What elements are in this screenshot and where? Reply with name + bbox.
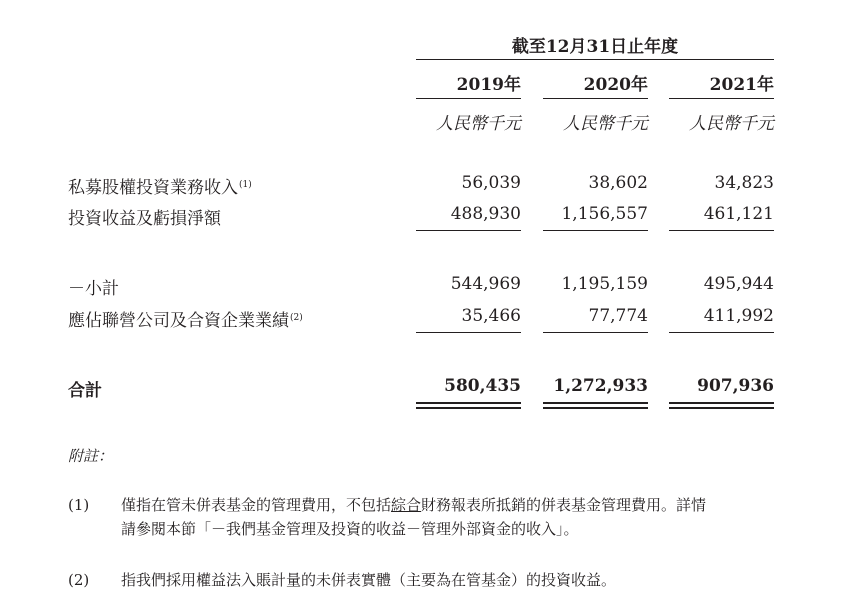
year-2019-divider — [416, 98, 521, 99]
year-2021-header: 2021年 — [709, 75, 774, 95]
footnote-ref-2: (2) — [290, 313, 303, 323]
row-investment-gains-2020: 1,156,557 — [561, 204, 648, 224]
total-rule-2019 — [416, 332, 521, 333]
year-2020-divider — [543, 98, 648, 99]
row-associates-2020: 77,774 — [588, 306, 648, 326]
total-double-rule-2021 — [669, 402, 774, 409]
total-double-rule-2020 — [543, 402, 648, 409]
footnote-ref-1: (1) — [239, 180, 252, 190]
unit-2021: 人民幣千元 — [689, 114, 774, 134]
total-double-rule-2019 — [416, 402, 521, 409]
year-2021-divider — [669, 98, 774, 99]
subtotal-rule-2020 — [543, 230, 648, 231]
header-divider — [416, 59, 774, 60]
row-total-2019: 580,435 — [444, 376, 521, 396]
year-2019-header: 2019年 — [456, 75, 521, 95]
total-rule-2021 — [669, 332, 774, 333]
row-subtotal-2021: 495,944 — [703, 274, 774, 294]
row-investment-gains-label: 投資收益及虧損淨額 — [68, 209, 221, 229]
note-2-text: 指我們採用權益法入賬計量的未併表實體（主要為在管基金）的投資收益。 — [121, 571, 617, 589]
row-associates-label: 應佔聯營公司及合資企業業績$^{(2)}$ — [68, 311, 303, 331]
row-subtotal-2019: 544,969 — [450, 274, 521, 294]
row-pe-revenue-2020: 38,602 — [588, 173, 648, 193]
row-investment-gains-2021: 461,121 — [703, 204, 774, 224]
subtotal-rule-2021 — [669, 230, 774, 231]
note-1-number: (1) — [68, 496, 90, 514]
unit-2019: 人民幣千元 — [436, 114, 521, 134]
note-2-number: (2) — [68, 571, 90, 589]
row-pe-revenue-label: 私募股權投資業務收入$^{(1)}$ — [68, 178, 252, 198]
row-total-label: 合計 — [68, 381, 102, 401]
subtotal-rule-2019 — [416, 230, 521, 231]
row-subtotal-2020: 1,195,159 — [561, 274, 648, 294]
row-pe-revenue-2021: 34,823 — [714, 173, 774, 193]
year-2020-header: 2020年 — [583, 75, 648, 95]
note-1-text: 僅指在管未併表基金的管理費用，不包括綜合財務報表所抵銷的併表基金管理費用。詳情 請參閱本節「－我們基金管理及投資的收益－管理外部資金的收入」。 — [121, 496, 707, 538]
unit-2020: 人民幣千元 — [563, 114, 648, 134]
row-pe-revenue-2019: 56,039 — [461, 173, 521, 193]
total-rule-2020 — [543, 332, 648, 333]
notes-title: 附註： — [68, 447, 114, 465]
row-total-2021: 907,936 — [697, 376, 774, 396]
period-header: 截至12月31日止年度 — [511, 37, 679, 57]
row-associates-2019: 35,466 — [461, 306, 521, 326]
row-subtotal-label: －小計 — [68, 279, 119, 299]
row-investment-gains-2019: 488,930 — [450, 204, 521, 224]
note-1-underlined-term: 綜合 — [391, 496, 422, 514]
row-associates-2021: 411,992 — [703, 306, 774, 326]
row-total-2020: 1,272,933 — [553, 376, 648, 396]
